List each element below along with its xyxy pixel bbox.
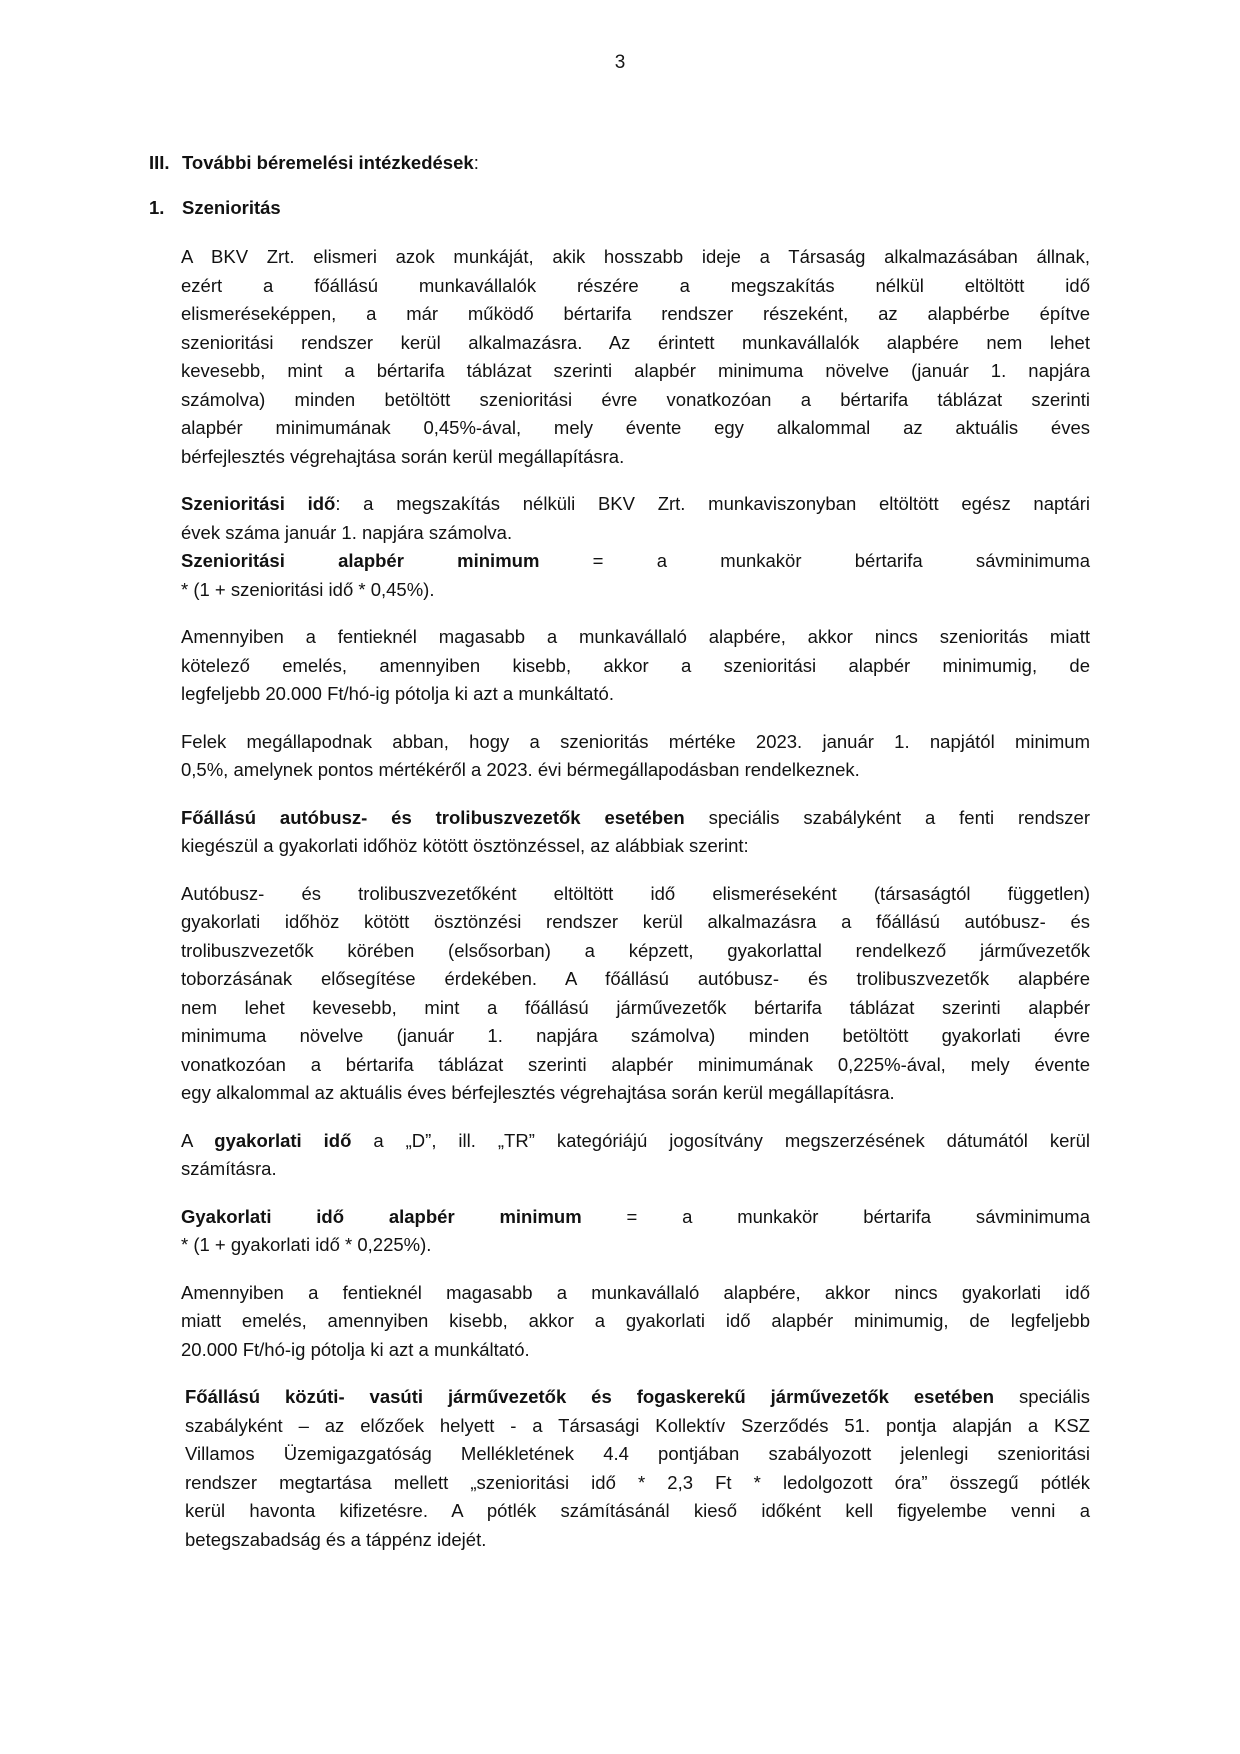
- text-line: [181, 329, 1090, 358]
- text-line: [181, 1155, 1090, 1184]
- text-run: minimuma növelve (január 1. napjára számolva) minden betöltött gyakorlati évre: [181, 1025, 1090, 1046]
- section-heading: [149, 150, 1090, 176]
- text-line: [181, 1279, 1090, 1308]
- bold-text-run: Főállású autóbusz- és trolibuszvezetők esetében: [181, 806, 685, 828]
- text-run: Amennyiben a fentieknél magasabb a munkavállaló alapbére, akkor nincs gyakorlati idő: [181, 1281, 1090, 1303]
- text-line: [181, 965, 1090, 994]
- text-line: [185, 1440, 1090, 1469]
- text-line: [181, 576, 1090, 605]
- text-run: bérfejlesztés végrehajtása során kerül megállapításra.: [181, 445, 625, 467]
- section-heading-text: [182, 150, 479, 176]
- text-line: [181, 623, 1090, 652]
- subsection-heading-numeral: 1.: [149, 197, 165, 218]
- paragraph: [181, 243, 1090, 471]
- text-line: [181, 443, 1090, 472]
- text-run: szenioritási rendszer kerül alkalmazásra. Az érintett munkavállalók alapbére nem lehet: [181, 331, 1090, 353]
- text-run: kötelező emelés, amennyiben kisebb, akkor a szenioritási alapbér minimumig, de: [181, 654, 1090, 676]
- page-content: [149, 150, 1090, 1554]
- text-run: kerül havonta kifizetésre. A pótlék számításánál kieső időként kell figyelembe venni a: [185, 1500, 1090, 1521]
- text-line: [185, 1497, 1090, 1526]
- section-heading-colon: :: [473, 152, 479, 173]
- paragraph: [181, 1203, 1090, 1260]
- paragraph: [181, 1279, 1090, 1365]
- text-run: a „D”, ill. „TR” kategóriájú jogosítvány megszerzésének dátumától kerül: [351, 1129, 1090, 1151]
- text-run: szabályként – az előzőek helyett - a Társasági Kollektív Szerződés 51. pontja alapján a KSZ: [185, 1414, 1090, 1436]
- text-run: nem lehet kevesebb, mint a főállású járművezetők bértarifa táblázat szerinti alapbér: [181, 996, 1090, 1018]
- text-run: ezért a főállású munkavállalók részére a megszakítás nélkül eltöltött idő: [181, 274, 1090, 296]
- text-run: = a munkakör bértarifa sávminimuma: [581, 1205, 1091, 1227]
- paragraph: [181, 490, 1090, 604]
- section-heading-numeral: III.: [149, 152, 170, 173]
- bold-text-run: Szenioritási alapbér minimum: [181, 550, 540, 571]
- paragraph: [181, 1127, 1090, 1184]
- text-line: [181, 1022, 1090, 1051]
- text-line: [181, 386, 1090, 415]
- text-line: [181, 1127, 1090, 1156]
- text-run: kevesebb, mint a bértarifa táblázat szerinti alapbér minimuma növelve (január 1. napjára: [181, 360, 1090, 381]
- document-body: [181, 243, 1090, 1554]
- text-line: [181, 994, 1090, 1023]
- subsection-heading: [149, 195, 1090, 221]
- paragraph: [181, 880, 1090, 1108]
- text-run: miatt emelés, amennyiben kisebb, akkor a gyakorlati idő alapbér minimumig, de legfeljebb: [181, 1310, 1090, 1331]
- text-line: [181, 680, 1090, 709]
- text-run: Felek megállapodnak abban, hogy a szenioritás mértéke 2023. január 1. napjától minimum: [181, 730, 1090, 752]
- bold-text-run: Gyakorlati idő alapbér minimum: [181, 1205, 582, 1227]
- text-line: [181, 1307, 1090, 1336]
- text-run: vonatkozóan a bértarifa táblázat szerinti alapbér minimumának 0,225%-ával, mely évente: [181, 1053, 1090, 1075]
- bold-text-run: Szenioritási idő: [181, 493, 336, 514]
- text-run: számításra.: [181, 1158, 277, 1179]
- text-line: [181, 728, 1090, 757]
- text-run: 20.000 Ft/hó-ig pótolja ki azt a munkáltató.: [181, 1338, 530, 1360]
- text-line: [181, 547, 1090, 576]
- text-line: [181, 832, 1090, 861]
- text-run: A BKV Zrt. elismeri azok munkáját, akik hosszabb ideje a Társaság alkalmazásában állnak,: [181, 246, 1090, 267]
- text-line: [181, 756, 1090, 785]
- text-run: * (1 + szenioritási idő * 0,45%).: [181, 578, 435, 600]
- text-run: 0,5%, amelynek pontos mértékéről a 2023. évi bérmegállapodásban rendelkeznek.: [181, 759, 860, 780]
- text-run: évek száma január 1. napjára számolva.: [181, 521, 513, 543]
- bold-text-run: gyakorlati idő: [214, 1129, 352, 1151]
- text-line: [181, 908, 1090, 937]
- text-run: Amennyiben a fentieknél magasabb a munkavállaló alapbére, akkor nincs szenioritás miatt: [181, 626, 1090, 647]
- text-line: [181, 880, 1090, 909]
- text-line: [181, 804, 1090, 833]
- text-run: legfeljebb 20.000 Ft/hó-ig pótolja ki azt a munkáltató.: [181, 683, 614, 704]
- section-heading-title: További béremelési intézkedések: [182, 152, 474, 173]
- text-line: [185, 1383, 1090, 1412]
- text-run: számolva) minden betöltött szenioritási évre vonatkozóan a bértarifa táblázat szerinti: [181, 388, 1090, 410]
- subsection-heading-title: Szenioritás: [182, 197, 281, 218]
- text-line: [181, 652, 1090, 681]
- paragraph: [181, 728, 1090, 785]
- text-line: [181, 243, 1090, 272]
- text-run: speciális szabályként a fenti rendszer: [684, 806, 1090, 828]
- text-run: toborzásának elősegítése érdekében. A főállású autóbusz- és trolibuszvezetők alapbére: [181, 968, 1090, 989]
- text-line: [181, 414, 1090, 443]
- text-line: [185, 1469, 1090, 1498]
- text-line: [185, 1412, 1090, 1441]
- text-line: [181, 1079, 1090, 1108]
- text-run: * (1 + gyakorlati idő * 0,225%).: [181, 1234, 432, 1255]
- paragraph: [181, 1383, 1090, 1554]
- text-run: A: [181, 1129, 215, 1151]
- text-line: [181, 519, 1090, 548]
- text-run: elismeréseképpen, a már működő bértarifa rendszer részeként, az alapbérbe építve: [181, 303, 1090, 324]
- text-line: [181, 300, 1090, 329]
- text-run: kiegészül a gyakorlati időhöz kötött ösztönzéssel, az alábbiak szerint:: [181, 835, 749, 856]
- text-line: [181, 1336, 1090, 1365]
- text-run: alapbér minimumának 0,45%-ával, mely évente egy alkalommal az aktuális éves: [181, 417, 1090, 438]
- text-line: [181, 1231, 1090, 1260]
- bold-text-run: Főállású közúti- vasúti járművezetők és fogaskerekű járművezetők esetében: [185, 1386, 995, 1407]
- text-run: = a munkakör bértarifa sávminimuma: [539, 550, 1091, 571]
- paragraph: [181, 804, 1090, 861]
- text-run: : a megszakítás nélküli BKV Zrt. munkaviszonyban eltöltött egész naptári: [335, 493, 1090, 514]
- page-number: 3: [614, 52, 626, 73]
- text-line: [181, 357, 1090, 386]
- text-line: [185, 1526, 1090, 1555]
- text-line: [181, 1203, 1090, 1232]
- text-line: [181, 937, 1090, 966]
- text-line: [181, 272, 1090, 301]
- text-run: Autóbusz- és trolibuszvezetőként eltöltött idő elismeréseként (társaságtól független): [181, 882, 1090, 904]
- paragraph: [181, 623, 1090, 709]
- text-line: [181, 490, 1090, 519]
- text-run: speciális: [994, 1386, 1090, 1407]
- text-run: rendszer megtartása mellett „szenioritási idő * 2,3 Ft * ledolgozott óra” összegű pótlék: [185, 1471, 1090, 1493]
- text-run: Villamos Üzemigazgatóság Mellékletének 4.4 pontjában szabályozott jelenlegi szenioritási: [185, 1443, 1090, 1464]
- text-run: gyakorlati időhöz kötött ösztönzési rendszer kerül alkalmazásra a főállású autóbusz- és: [181, 911, 1090, 932]
- text-line: [181, 1051, 1090, 1080]
- text-run: trolibuszvezetők körében (elsősorban) a képzett, gyakorlattal rendelkező járművezetők: [181, 939, 1090, 961]
- text-run: egy alkalommal az aktuális éves bérfejlesztés végrehajtása során kerül megállapításra.: [181, 1082, 895, 1103]
- text-run: betegszabadság és a táppénz idejét.: [185, 1528, 487, 1550]
